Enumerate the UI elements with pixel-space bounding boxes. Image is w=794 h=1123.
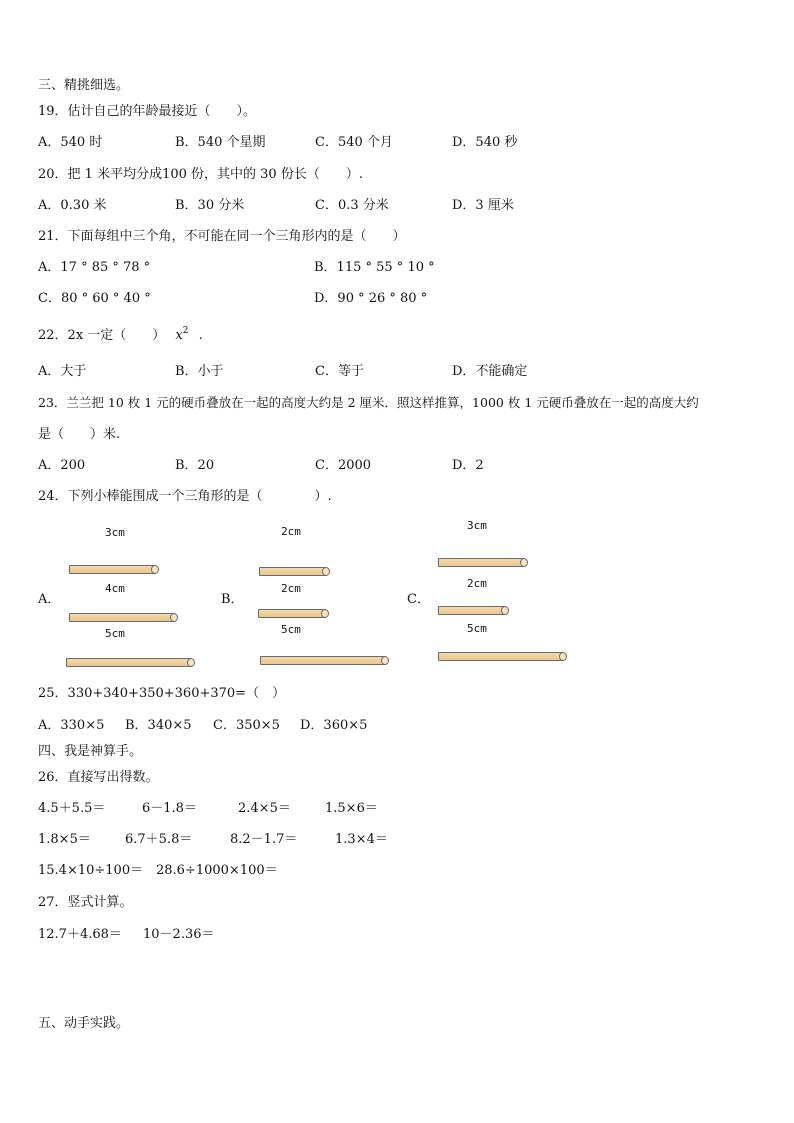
q23-stem-1: 23．兰兰把 10 枚 1 元的硬币叠放在一起的高度大约是 2 厘米．照这样推算，1000 枚 1 元硬币叠放在一起的高度大约: [38, 395, 699, 410]
q24-b-stick-1-label: 2cm: [281, 525, 301, 538]
q22-variable: x: [175, 328, 183, 343]
q25-stem: 25．330+340+350+360+370=（ ）: [38, 686, 286, 701]
q22-stem-line: [38, 327, 203, 346]
q22-end: .: [198, 328, 203, 343]
q22-exponent: 2: [182, 326, 189, 336]
q24-a-stick-3-label: 5cm: [105, 627, 125, 640]
q21-option-c[interactable]: C．80 ° 60 ° 40 °: [38, 291, 151, 306]
q19-option-b[interactable]: B．540 个星期: [175, 135, 266, 150]
q26-item: 15.4×10÷100＝: [38, 863, 144, 878]
q21-option-d[interactable]: D．90 ° 26 ° 80 °: [314, 291, 428, 306]
q24-b-stick-2-label: 2cm: [281, 582, 301, 595]
q26-item: 6－1.8＝: [142, 801, 197, 816]
q20-option-b[interactable]: B．30 分米: [175, 198, 245, 213]
q23-option-c[interactable]: C．2000: [315, 458, 372, 473]
q22-stem: 22．2x 一定（ ）: [38, 328, 166, 343]
q19-stem: 19．估计自己的年龄最接近（ ）。: [38, 104, 257, 119]
q25-option-d[interactable]: D．360×5: [300, 718, 368, 733]
q20-option-a[interactable]: A．0.30 米: [38, 198, 107, 213]
q27-item: 12.7＋4.68＝: [38, 927, 122, 942]
q24-option-c-label: C．: [407, 592, 430, 607]
q19-option-d[interactable]: D．540 秒: [452, 135, 518, 150]
q26-item: 1.5×6＝: [325, 801, 378, 816]
q21-option-b[interactable]: B．115 ° 55 ° 10 °: [314, 260, 435, 275]
q23-option-a[interactable]: A．200: [38, 458, 86, 473]
section-4-title: 四、我是神算手。: [38, 744, 143, 759]
q22-option-a[interactable]: A．大于: [38, 364, 87, 379]
q25-option-b[interactable]: B．340×5: [125, 718, 192, 733]
q22-option-b[interactable]: B．小于: [175, 364, 224, 379]
q26-item: 4.5＋5.5＝: [38, 801, 106, 816]
section-3-title: 三、精挑细选。: [38, 78, 130, 93]
q25-option-c[interactable]: C．350×5: [213, 718, 280, 733]
q24-c-stick-3: [438, 652, 564, 661]
q26-item: 6.7＋5.8＝: [125, 832, 193, 847]
q26-item: 8.2－1.7＝: [230, 832, 298, 847]
section-5-title: 五、动手实践。: [38, 1016, 130, 1031]
q24-c-stick-1: [438, 558, 525, 567]
q24-b-stick-3: [260, 656, 386, 665]
q21-option-a[interactable]: A．17 ° 85 ° 78 °: [38, 260, 151, 275]
q27-stem: 27．竖式计算。: [38, 895, 133, 910]
q24-c-stick-2: [438, 606, 506, 615]
q23-option-d[interactable]: D．2: [452, 458, 484, 473]
q24-a-stick-3: [66, 658, 192, 667]
q27-item: 10－2.36＝: [143, 927, 215, 942]
q24-stem: 24．下列小棒能围成一个三角形的是（ ）.: [38, 489, 332, 504]
q26-item: 1.3×4＝: [335, 832, 388, 847]
q19-option-a[interactable]: A．540 时: [38, 135, 103, 150]
q24-c-stick-1-label: 3cm: [467, 519, 487, 532]
q24-a-stick-1-label: 3cm: [105, 526, 125, 539]
q24-b-stick-3-label: 5cm: [281, 623, 301, 636]
q25-option-a[interactable]: A．330×5: [38, 718, 105, 733]
q24-a-stick-2-label: 4cm: [105, 582, 125, 595]
q24-c-stick-3-label: 5cm: [467, 622, 487, 635]
q24-option-a-label: A．: [38, 592, 61, 607]
q24-a-stick-2: [69, 613, 175, 622]
q23-stem-2: 是（ ）米.: [38, 427, 121, 442]
q24-c-stick-2-label: 2cm: [467, 577, 487, 590]
q22-option-d[interactable]: D．不能确定: [452, 364, 528, 379]
q20-stem: 20．把 1 米平均分成100 份，其中的 30 份长（ ）.: [38, 167, 363, 182]
q26-item: 28.6÷1000×100＝: [156, 863, 278, 878]
q20-option-c[interactable]: C．0.3 分米: [315, 198, 389, 213]
q26-stem: 26．直接写出得数。: [38, 770, 159, 785]
q24-option-b-label: B．: [221, 592, 244, 607]
q20-option-d[interactable]: D．3 厘米: [452, 198, 514, 213]
q21-stem: 21．下面每组中三个角，不可能在同一个三角形内的是（ ）: [38, 229, 406, 244]
q24-b-stick-1: [259, 567, 327, 576]
q23-option-b[interactable]: B．20: [175, 458, 215, 473]
q26-item: 2.4×5＝: [238, 801, 291, 816]
q24-b-stick-2: [258, 609, 326, 618]
q22-option-c[interactable]: C．等于: [315, 364, 364, 379]
q19-option-c[interactable]: C．540 个月: [315, 135, 393, 150]
q26-item: 1.8×5＝: [38, 832, 91, 847]
q24-a-stick-1: [69, 565, 156, 574]
